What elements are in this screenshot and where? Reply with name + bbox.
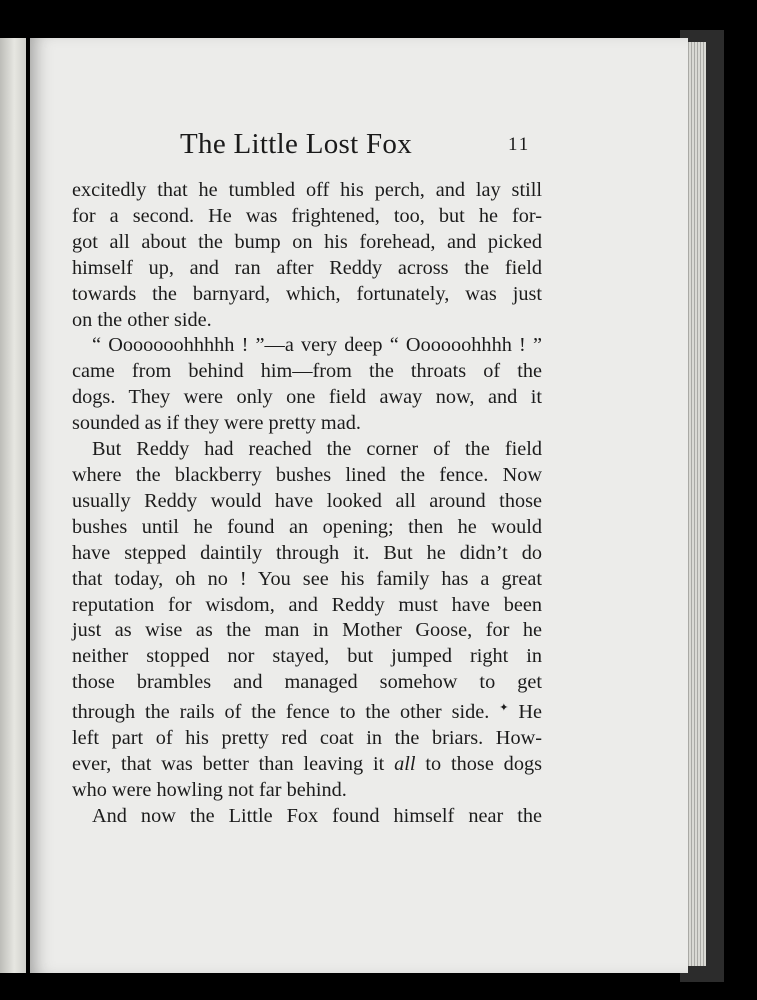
text-line: on the other side. xyxy=(72,308,212,331)
text-line: where the blackberry bushes lined the fence. Now xyxy=(72,463,542,486)
text-line: have stepped daintily through it. But he didn’t do xyxy=(72,541,542,564)
text-line: came from behind him—from the throats of the xyxy=(72,360,542,383)
text-line: that today, oh no ! You see his family has a great xyxy=(72,567,542,590)
text-line-with-mark xyxy=(72,696,542,726)
text-segment: to those dogs xyxy=(425,752,542,775)
text-line: usually Reddy would have looked all around those xyxy=(72,489,542,512)
text-line: But Reddy had reached the corner of the field xyxy=(92,438,542,461)
text-segment: through the rails of the fence to the other side. xyxy=(72,701,490,724)
text-line: towards the barnyard, which, fortunately, was just xyxy=(72,282,542,305)
text-line: for a second. He was frightened, too, but he for- xyxy=(72,204,542,227)
body-text xyxy=(72,178,542,830)
text-line: reputation for wisdom, and Reddy must have been xyxy=(72,593,542,616)
text-line: bushes until he found an opening; then he would xyxy=(72,515,542,538)
text-line: “ Ooooooohhhhh ! ”—a very deep “ Oooooohhhh ! ” xyxy=(92,334,542,357)
page-number: 11 xyxy=(508,134,531,155)
text-line: just as wise as the man in Mother Goose, for he xyxy=(72,619,542,642)
text-line: himself up, and ran after Reddy across the field xyxy=(72,256,542,279)
text-line: excitedly that he tumbled off his perch, and lay still xyxy=(72,179,542,201)
running-title: The Little Lost Fox xyxy=(180,128,413,160)
text-line: left part of his pretty red coat in the briars. How- xyxy=(72,727,542,750)
left-page-edge xyxy=(0,38,26,973)
text-line: dogs. They were only one field away now, and it xyxy=(72,386,542,409)
book-page xyxy=(30,38,688,973)
text-line-with-italic xyxy=(72,752,542,778)
text-line: those brambles and managed somehow to get xyxy=(72,671,542,694)
text-line: neither stopped nor stayed, but jumped right in xyxy=(72,645,542,668)
printer-mark: ✦ xyxy=(499,702,509,715)
page-header xyxy=(30,128,688,168)
italic-word: all xyxy=(394,752,416,775)
text-line: sounded as if they were pretty mad. xyxy=(72,412,361,435)
text-line: who were howling not far behind. xyxy=(72,778,347,801)
text-line: And now the Little Fox found himself near the xyxy=(92,804,542,827)
text-line: got all about the bump on his forehead, and picked xyxy=(72,230,542,253)
text-segment: He xyxy=(518,701,542,724)
text-segment: ever, that was better than leaving it xyxy=(72,752,385,775)
